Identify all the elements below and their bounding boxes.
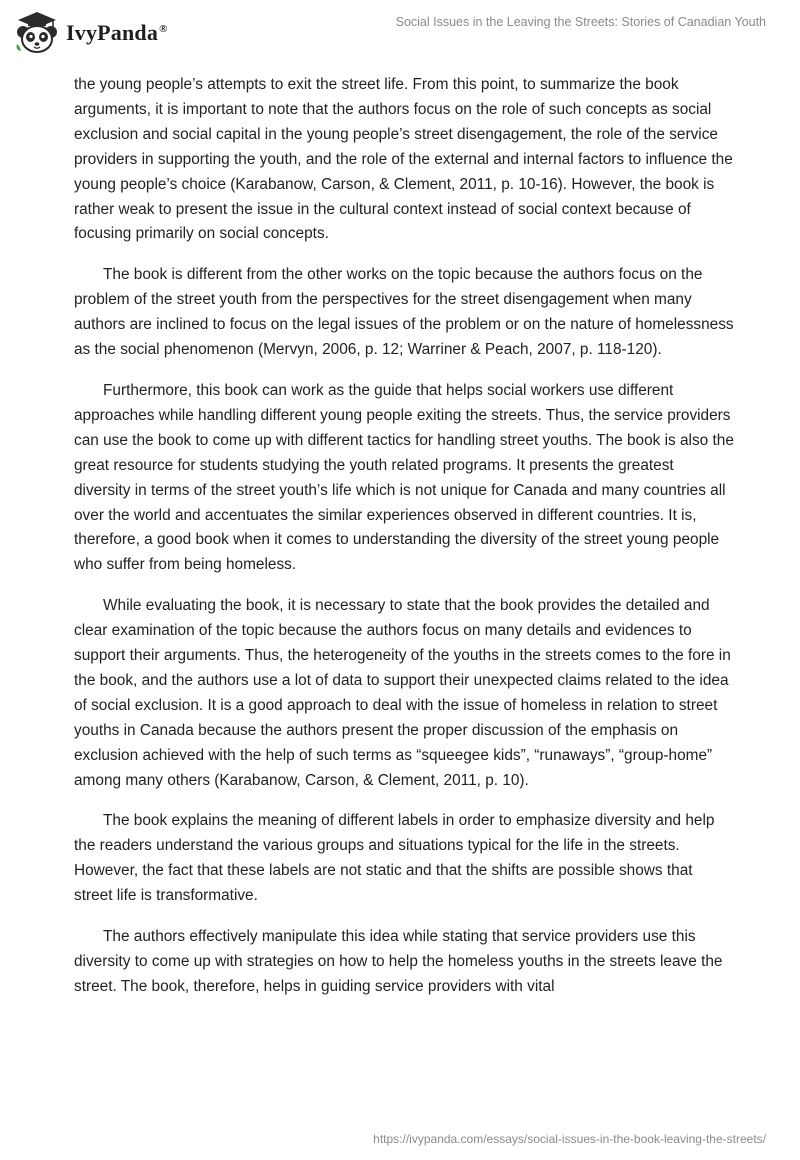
panda-graduate-icon	[14, 10, 60, 54]
brand-name	[66, 20, 168, 46]
paragraph-4: While evaluating the book, it is necessary to state that the book provides the detailed and clear examination of the topic because the authors focus on many details and evidences to support their arguments. Thus, the heterogeneity of the youths in the streets comes to the fore in the book, and the authors use a lot of data to support their unexpected claims related to the idea of social exclusion. It is a good approach to deal with the issue of homeless in relation to street youths in Canada because the authors present the proper discussion of the emphasis on exclusion achieved with the help of such terms as “squeegee kids”, “runaways”, “group-home” among many others (Karabanow, Carson, & Clement, 2011, p. 10).	[74, 597, 731, 789]
source-url[interactable]: https://ivypanda.com/essays/social-issues-in-the-book-leaving-the-streets/	[373, 1132, 766, 1146]
essay-body	[74, 73, 734, 1016]
brand-name-text: IvyPanda	[66, 20, 159, 45]
page-header	[0, 0, 800, 64]
document-title: Social Issues in the Leaving the Streets: Stories of Canadian Youth	[395, 15, 766, 29]
paragraph-6: The authors effectively manipulate this idea while stating that service providers use this diversity to come up with strategies on how to help the homeless youths in the streets leave the street. The book, therefore, helps in guiding service providers with vital	[74, 928, 723, 995]
brand-logo[interactable]	[14, 10, 168, 54]
paragraph-2: The book is different from the other works on the topic because the authors focus on the problem of the street youth from the perspectives for the street disengagement when many authors are inclined to focus on the legal issues of the problem or on the nature of homelessness as the social phenomenon (Mervyn, 2006, p. 12; Warriner & Peach, 2007, p. 118-120).	[74, 266, 734, 359]
paragraph-5: The book explains the meaning of different labels in order to emphasize diversity and help the readers understand the various groups and situations typical for the life in the streets. However, the fact that these labels are not static and that the shifts are possible shows that street life is transformative.	[74, 812, 715, 905]
paragraph-1: the young people’s attempts to exit the street life. From this point, to summarize the book arguments, it is important to note that the authors focus on the role of such concepts as social exclusion and social capital in the young people’s street disengagement, the role of the service providers in supporting the youth, and the role of the external and internal factors to influence the young people’s choice (Karabanow, Carson, & Clement, 2011, p. 10-16). However, the book is rather weak to present the issue in the cultural context instead of social context because of focusing primarily on social concepts.	[74, 76, 733, 243]
registered-mark: ®	[159, 22, 168, 35]
paragraph-3: Furthermore, this book can work as the guide that helps social workers use different approaches while handling different young people exiting the streets. Thus, the service providers can use the book to come up with different tactics for handling street youths. The book is also the great resource for students studying the youth related programs. It presents the greatest diversity in terms of the street youth’s life which is not unique for Canada and many countries all over the world and accentuates the similar experiences observed in different countries. It is, therefore, a good book when it comes to understanding the diversity of the street young people who suffer from being homeless.	[74, 381, 734, 574]
